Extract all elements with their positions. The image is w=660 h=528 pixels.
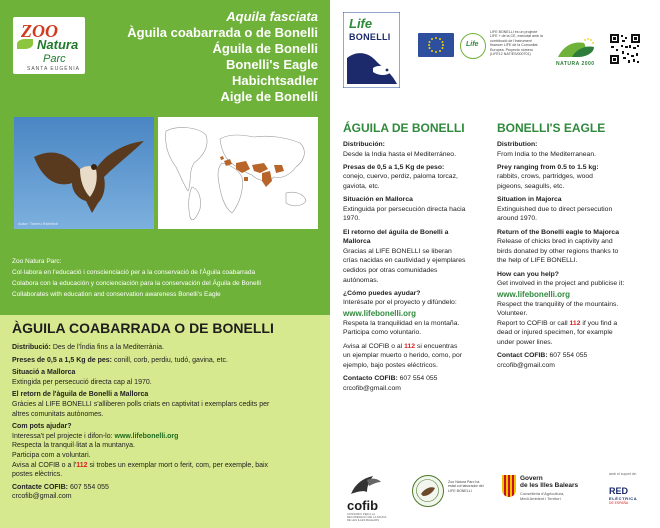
es-return-label: El retorno del águila de Bonelli a (343, 228, 449, 236)
left-header-panel (0, 0, 330, 240)
govern-line1: Govern (520, 475, 543, 482)
eu-flag-icon (418, 33, 454, 57)
en-situation-text: Extinguished due to direct persecution (497, 205, 613, 213)
en-prey-label: Prey ranging from 0.5 to 1.5 kg: (497, 163, 599, 171)
en-prey-text: rabbits, crows, partridges, wood (497, 173, 593, 181)
electrica-text: ELÉCTRICA (609, 496, 638, 501)
spanish-column (343, 121, 488, 393)
es-report: Avisa al COFIB o al 112 si encuentras (343, 342, 458, 350)
balearic-shield-icon (502, 475, 516, 497)
catalan-return-text: Gràcies al LIFE BONELLI s'alliberen polls criats en captivitat i exemplars cedits per (12, 400, 270, 408)
name-english: Bonelli's Eagle (226, 57, 318, 72)
name-catalan: Àguila coabarrada o de Bonelli (127, 25, 318, 40)
red-electrica-logo (609, 472, 655, 505)
scientific-name: Aquila fasciata (226, 9, 318, 24)
en-situation-label: Situation in Majorca (497, 196, 562, 204)
eu-funding-text: LIFE BONELLI és un projecte LIFE + de la CE, executat amb la contribució de l'instrument financer LIFE de la Comunitat Europea. Proyecto número (LIFE12 NAT/ES/000701) (490, 30, 543, 57)
en-emergency-number: 112 (569, 319, 581, 327)
en-return-text: Release of chicks bred in captivity and (497, 238, 613, 246)
collab-title: Zoo Natura Parc: (12, 258, 62, 265)
name-spanish: Águila de Bonelli (212, 41, 318, 56)
catalan-website-link[interactable]: www.lifebonelli.org (114, 432, 179, 440)
catalan-section (0, 315, 330, 528)
zoo-natura-parc-logo (13, 17, 85, 74)
en-report: Report to COFIB or call 112 if you find a (497, 319, 618, 327)
es-help-label: ¿Cómo puedes ayudar? (343, 289, 421, 297)
en-help-text: Get involved in the project and publicise it: (497, 280, 625, 288)
en-report3: under power lines. (497, 339, 553, 347)
life-logo-text: Life (349, 16, 373, 31)
en-help-label: How can you help? (497, 270, 559, 278)
collab-spanish: Colabora con la educación y concienciación para la conservación del Águila de Bonelli (12, 280, 261, 287)
seal-caption: Zoo Natura Parc ha estat col·laborador del LIFE BONELLI (448, 480, 484, 493)
es-report2: un ejemplar muerto o herido, como, por (343, 352, 463, 360)
es-help-text3: Participa como voluntario. (343, 329, 422, 337)
natura-2000-logo (554, 35, 598, 67)
en-prey-text2: pigeons, seagulls, etc. (497, 182, 565, 190)
catalan-situation: Situació a Mallorca (12, 369, 76, 377)
es-prey-text2: gaviota, etc. (343, 182, 380, 190)
en-dist-text: From India to the Mediterranean. (497, 150, 596, 158)
logo-text-parc: Parc (43, 53, 66, 65)
catalan-contact: Contacte COFIB: 607 554 055 (12, 483, 109, 491)
logo-text-location: SANTA EUGÈNIA (27, 66, 80, 72)
es-situation-label: Situación en Mallorca (343, 196, 413, 204)
catalan-help-text: Interessa't pel projecte i difon-lo: www.lifebonelli.org (12, 432, 179, 440)
en-website-link[interactable]: www.lifebonelli.org (497, 289, 571, 299)
natura-2000-icon (554, 35, 598, 61)
es-email[interactable]: crcofib@gmail.com (343, 384, 401, 392)
logo-text-natura: Natura (37, 37, 79, 52)
catalan-situation-text: Extingida per persecució directa cap al 1970. (12, 378, 152, 386)
name-french: Aigle de Bonelli (220, 89, 318, 104)
catalan-help-label: Com pots ajudar? (12, 423, 72, 431)
es-emergency-number: 112 (404, 342, 416, 350)
collaboration-panel (0, 240, 330, 315)
cofib-logo (345, 470, 385, 522)
qr-code-icon[interactable] (609, 33, 641, 65)
english-heading: BONELLI'S EAGLE (497, 121, 606, 135)
red-text: RED (609, 486, 629, 496)
en-return-label: Return of the Bonelli eagle to Majorca (497, 228, 619, 236)
catalan-return-label: El retorn de l'àguila de Bonelli a Mallorca (12, 391, 149, 399)
en-contact: Contact COFIB: 607 554 055 (497, 352, 588, 360)
es-return-text: Gracias al LIFE BONELLI se liberan (343, 247, 452, 255)
es-return-label2: Mallorca (343, 238, 371, 246)
photo-credit: Autor: Tomeu Estelrich (18, 221, 59, 226)
emergency-number: 112 (76, 461, 88, 469)
es-contact: Contacto COFIB: 607 554 055 (343, 375, 438, 383)
zoo-collaborator-seal-icon (412, 475, 444, 507)
right-panel (330, 0, 660, 528)
es-report3: ejemplo, bajo postes eléctricos. (343, 361, 438, 369)
es-help-text: Interésate por el proyecto y difúndelo: (343, 299, 457, 307)
catalan-help-text3: Participa com a voluntari. (12, 451, 91, 459)
es-help-text2: Respeta la tranquilidad en la montaña. (343, 319, 460, 327)
cofib-bird-icon (345, 470, 385, 498)
es-prey-label: Presas de 0,5 a 1,5 Kg de peso: (343, 163, 445, 171)
collab-english: Collaborates with education and conservation awareness Bonelli's Eagle (12, 291, 221, 298)
en-return-text3: the help of LIFE BONELLI. (497, 257, 578, 265)
catalan-distribution: Distribució: Des de l'Índia fins a la Mediterrània. (12, 344, 164, 351)
life-program-icon: Life (466, 41, 479, 48)
en-situation-text2: around 1970. (497, 215, 538, 223)
bonelli-logo-text: BONELLI (349, 32, 391, 42)
es-situation-text: Extinguida por persecución directa hacia (343, 205, 466, 213)
espana-text: DE ESPAÑA (609, 501, 629, 505)
govern-logo (520, 475, 578, 501)
es-return-text2: crías nacidas en cautividad y ejemplares (343, 257, 466, 265)
support-caption: amb el suport de: (609, 472, 637, 476)
catalan-email[interactable]: crcofib@gmail.com (12, 493, 72, 501)
govern-line4: Medi Ambient i Territori (520, 496, 561, 501)
species-names (127, 9, 318, 105)
es-dist-text: Desde la India hasta el Mediterráneo. (343, 150, 456, 158)
en-dist-label: Distribution: (497, 141, 538, 148)
govern-line3: Conselleria d'Agricultura, (520, 491, 565, 496)
en-email[interactable]: crcofib@gmail.com (497, 361, 555, 369)
english-column (497, 121, 642, 370)
es-situation-text2: 1970. (343, 215, 361, 223)
es-prey-text: conejo, cuervo, perdiz, paloma torcaz, (343, 173, 458, 181)
catalan-heading: ÀGUILA COABARRADA O DE BONELLI (12, 320, 274, 336)
world-map-icon (158, 117, 318, 229)
logo-text-zoo: ZOO (21, 21, 58, 41)
en-help-text3: Volunteer. (497, 310, 528, 318)
en-help-text2: Respect the tranquility of the mountains. (497, 300, 619, 308)
name-german: Habichtsadler (232, 73, 318, 88)
en-report2: dead or injured specimen, for example (497, 329, 613, 337)
govern-line2: de les Illes Balears (520, 482, 579, 489)
en-return-text2: birds donated by other regions thanks to (497, 247, 619, 255)
eagle-photo (14, 117, 154, 229)
cofib-text: cofib (347, 498, 379, 513)
catalan-return-text2: altres comunitats autònomes. (12, 410, 104, 418)
cofib-subtitle: CONSORCI PER A LA RECUPERACIÓ DE LA FAUNA DE LES ILLES BALEARS (347, 512, 387, 523)
life-bonelli-logo (343, 12, 400, 88)
sponsor-logos (330, 470, 660, 528)
catalan-report: Avisa al COFIB o a l'112 si trobes un exemplar mort o ferit, com, per exemple, baix (12, 461, 269, 469)
es-dist-label: Distribución: (343, 141, 385, 148)
collab-catalan: Col·labora en l'educació i conscienciació per a la conservació de l'Àguila coabarrada (12, 269, 256, 276)
es-return-text4: autónomas. (343, 276, 379, 284)
natura-label: NATURA 2000 (556, 61, 595, 67)
es-website-link[interactable]: www.lifebonelli.org (343, 308, 417, 318)
eagle-silhouette-icon (14, 117, 154, 229)
catalan-prey: Preses de 0,5 a 1,5 Kg de pes: conill, corb, perdiu, tudó, gavina, etc. (12, 356, 228, 364)
es-return-text3: cedidos por otras comunidades (343, 266, 438, 274)
distribution-map (158, 117, 318, 229)
life-program-logo (460, 33, 486, 59)
spanish-heading: ÁGUILA DE BONELLI (343, 121, 465, 135)
catalan-help-text2: Respecta la tranquil·litat a la muntanya. (12, 442, 135, 450)
catalan-report2: postes elèctrics. (12, 471, 63, 479)
